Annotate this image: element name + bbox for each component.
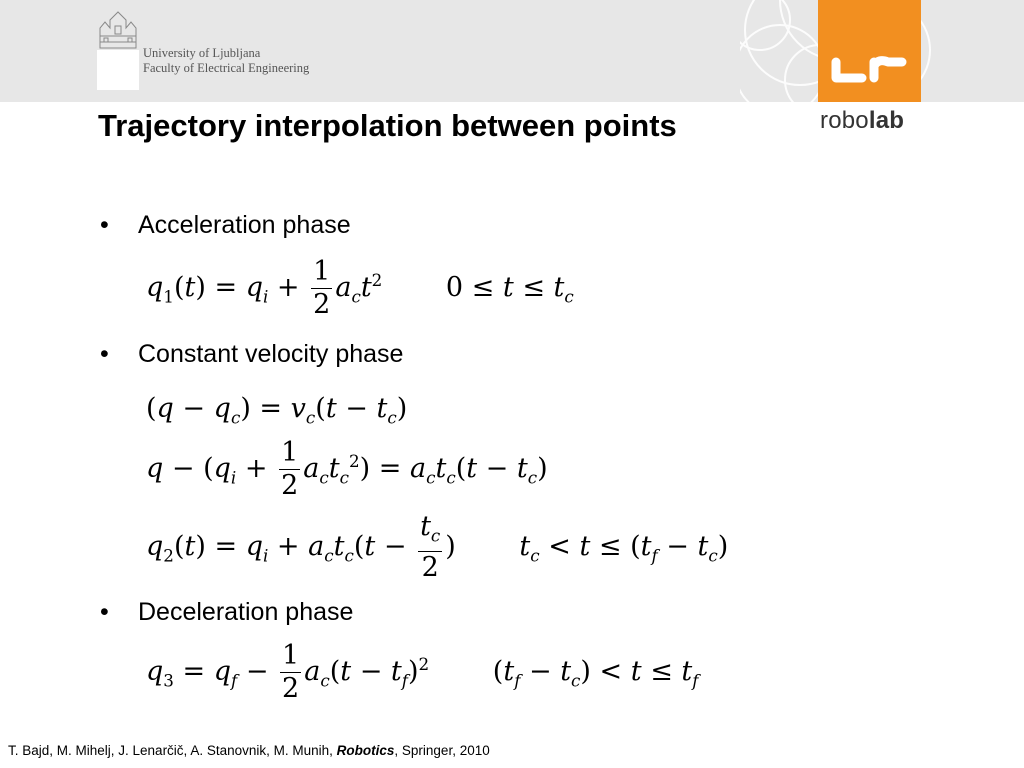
university-line-1: University of Ljubljana <box>143 46 261 60</box>
university-logo-icon <box>97 8 139 90</box>
robolab-part-robo: robo <box>820 107 869 134</box>
bullet-dot: • <box>100 598 109 626</box>
robolab-part-lab: lab <box>868 107 905 134</box>
citation-book-title: Robotics <box>336 743 395 758</box>
header-band <box>0 0 1024 102</box>
bullet-label: Deceleration phase <box>138 598 354 626</box>
bullet-deceleration <box>100 598 353 627</box>
bullet-constant-velocity <box>100 340 403 369</box>
bullet-dot: • <box>100 211 109 239</box>
university-line-2: Faculty of Electrical Engineering <box>143 61 310 75</box>
equation-acceleration: $q_1(t) = q_i$ + $\frac{1}{2}$ $a_ct^2$ $0 \le t \le t_c$ <box>146 256 574 320</box>
university-name <box>143 46 309 76</box>
lr-logo-box <box>818 0 921 102</box>
bullet-label: Acceleration phase <box>138 211 351 239</box>
equation-constant-velocity-3: $q_2(t) = q_i + a_ct_c(t$ − $\frac{t_c}{2}$ ) $t_c < t \le (t_f - t_c)$ <box>146 511 729 584</box>
equation-deceleration: $q_3 = q_f$ − $\frac{1}{2}$ $a_c(t - t_f)^2$ $(t_f - t_c) < t \le t_f$ <box>146 640 699 704</box>
equation-constant-velocity-1: $(q - q_c) = v_c(t - t_c)$ <box>146 393 408 428</box>
bullet-label: Constant velocity phase <box>138 340 404 368</box>
citation-authors: T. Bajd, M. Mihelj, J. Lenarčič, A. Stanovnik, M. Munih, <box>8 743 337 758</box>
citation-publisher: , Springer, 2010 <box>394 743 490 758</box>
equation-constant-velocity-2: $q - (q_i$ + $\frac{1}{2}$ $a_ct_c^2) = a_ct_c(t - t_c)$ <box>146 437 548 501</box>
slide-title: Trajectory interpolation between points <box>98 108 677 143</box>
bullet-acceleration <box>100 211 351 240</box>
bullet-dot: • <box>100 340 109 368</box>
citation-footer <box>8 743 490 758</box>
lr-logo-icon <box>818 0 921 102</box>
robolab-logo-text <box>820 107 904 135</box>
